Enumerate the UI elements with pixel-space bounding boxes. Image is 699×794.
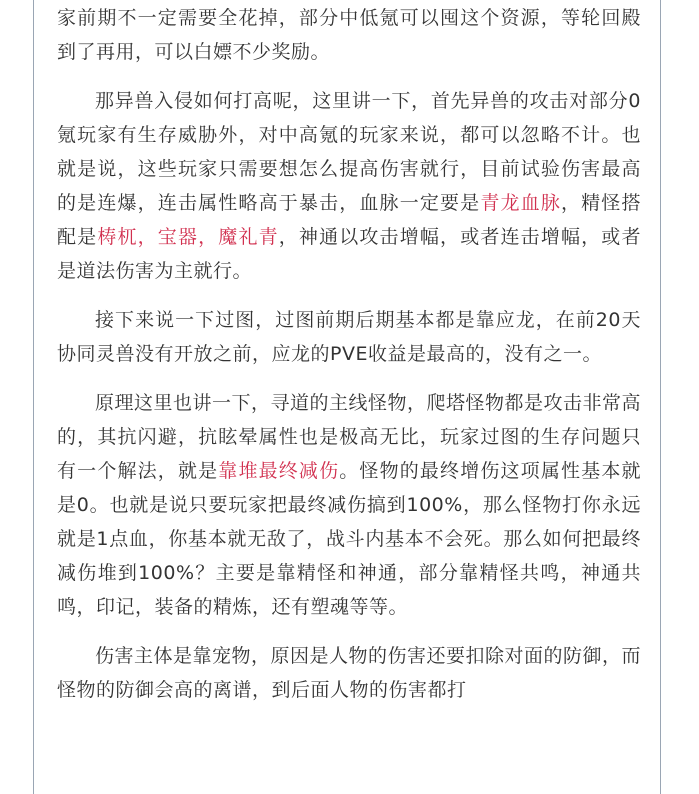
paragraph-4-text-b: 。怪物的最终增伤这项属性基本就是0。也就是说只要玩家把最终减伤搞到100%，那么怪物打你永远就是1点血，你基本就无敌了，战斗内基本不会死。那么如何把最终减伤堆到100%？主要是靠精怪和神通，部分靠精怪共鸣，神通共鸣，印记，装备的精炼，还有塑魂等等。 xyxy=(57,460,641,618)
article-frame xyxy=(33,0,661,794)
paragraph-3 xyxy=(57,303,641,371)
paragraph-5-text: 伤害主体是靠宠物，原因是人物的伤害还要扣除对面的防御，而怪物的防御会高的离谱，到后面人物的伤害都打 xyxy=(57,645,642,701)
paragraph-5 xyxy=(57,639,641,707)
article-body xyxy=(57,1,641,722)
paragraph-1 xyxy=(57,1,641,69)
paragraph-3-text: 接下来说一下过图，过图前期后期基本都是靠应龙，在前20天协同灵兽没有开放之前，应龙的PVE收益是最高的，没有之一。 xyxy=(57,309,641,365)
paragraph-2 xyxy=(57,84,641,288)
paragraph-2-text-b: ，精怪搭配是 xyxy=(57,192,641,248)
highlight-damage-reduction: 靠堆最终减伤 xyxy=(218,460,340,482)
paragraph-4 xyxy=(57,386,641,624)
highlight-spirits: 梼杌，宝器，魔礼青 xyxy=(97,226,279,248)
paragraph-4-text-a: 原理这里也讲一下，寻道的主线怪物，爬塔怪物都是攻击非常高的，其抗闪避，抗眩晕属性也是极高无比，玩家过图的生存问题只有一个解法，就是 xyxy=(57,392,642,482)
paragraph-2-text-a: 那异兽入侵如何打高呢，这里讲一下，首先异兽的攻击对部分0氪玩家有生存威胁外，对中高氪的玩家来说，都可以忽略不计。也就是说，这些玩家只需要想怎么提高伤害就行，目前试验伤害最高的是连爆，连击属性略高于暴击，血脉一定要是 xyxy=(57,90,641,214)
highlight-bloodline: 青龙血脉 xyxy=(480,192,561,214)
paragraph-1-text: 家前期不一定需要全花掉，部分中低氪可以囤这个资源，等轮回殿到了再用，可以白嫖不少奖励。 xyxy=(57,7,641,63)
paragraph-2-text-c: ，神通以攻击增幅，或者连击增幅，或者是道法伤害为主就行。 xyxy=(57,226,641,282)
